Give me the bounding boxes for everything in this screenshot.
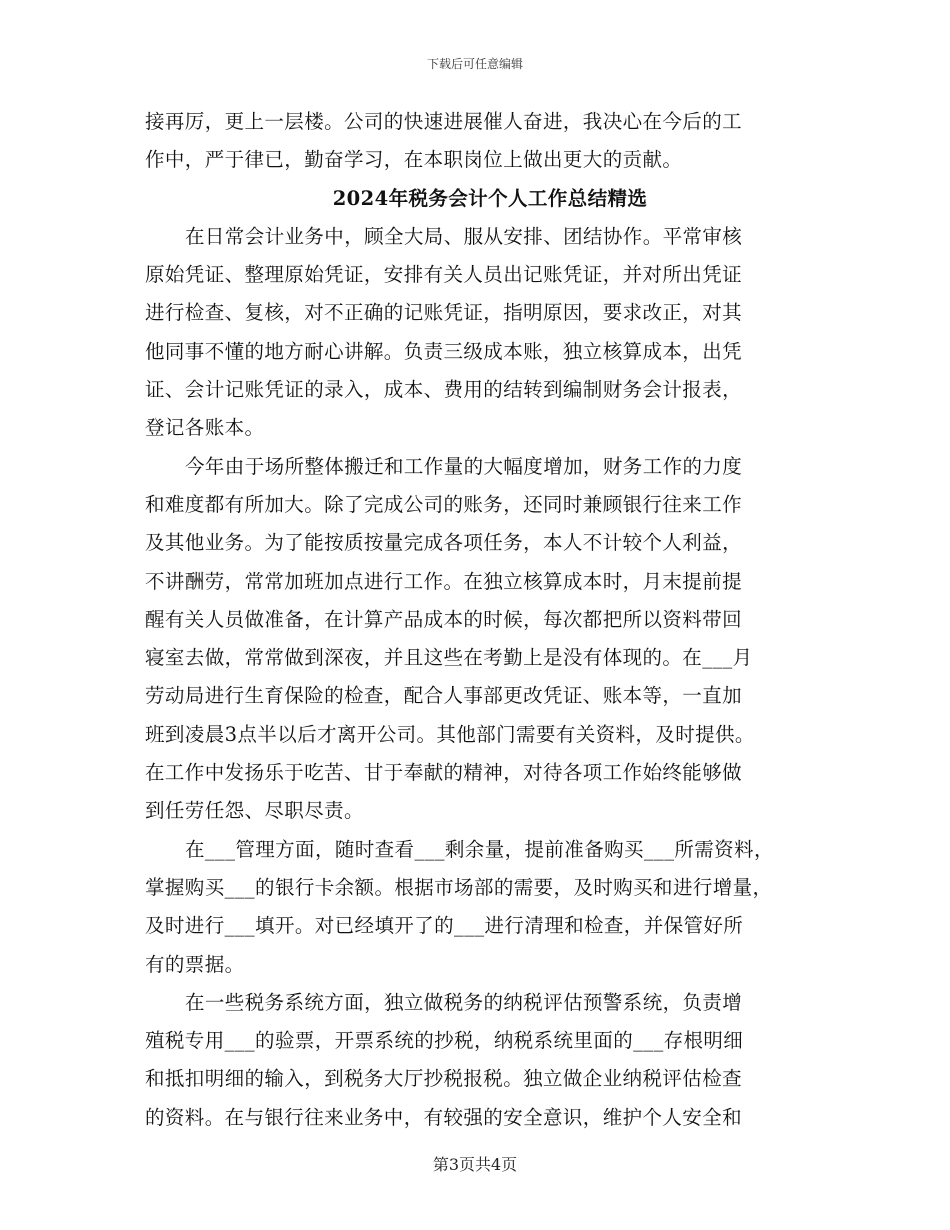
text-line: 的资料。在与银行往来业务中，有较强的安全意识，维护个人安全和	[145, 1105, 743, 1129]
section-title: 2024年税务会计个人工作总结精选	[332, 186, 648, 210]
text-line: 寝室去做，常常做到深夜，并且这些在考勤上是没有体现的。在___月	[145, 646, 753, 670]
text-line: 有的票据。	[145, 952, 245, 976]
text-line: 登记各账本。	[145, 416, 265, 440]
text-line: 证、会计记账凭证的录入，成本、费用的结转到编制财务会计报表，	[145, 378, 743, 402]
text-line: 在一些税务系统方面，独立做税务的纳税评估预警系统，负责增	[185, 990, 743, 1014]
text-line: 醒有关人员做准备，在计算产品成本的时候，每次都把所以资料带回	[145, 607, 743, 631]
text-line: 接再厉，更上一层楼。公司的快速进展催人奋进，我决心在今后的工	[145, 110, 743, 133]
text-line: 到任劳任怨、尽职尽责。	[145, 799, 364, 823]
text-line: 劳动局进行生育保险的检查，配合人事部更改凭证、账本等，一直加	[145, 684, 743, 708]
text-line: 今年由于场所整体搬迁和工作量的大幅度增加，财务工作的力度	[185, 454, 743, 478]
text-line: 在___管理方面，随时查看___剩余量，提前准备购买___所需资料，	[185, 837, 774, 861]
text-line: 在工作中发扬乐于吃苦、甘于奉献的精神，对待各项工作始终能够做	[145, 761, 743, 785]
text-line: 掌握购买___的银行卡余额。根据市场部的需要，及时购买和进行增量，	[145, 875, 773, 899]
text-line: 他同事不懂的地方耐心讲解。负责三级成本账，独立核算成本，出凭	[145, 339, 743, 363]
text-line: 及时进行___填开。对已经填开了的___进行清理和检查，并保管好所	[145, 914, 744, 938]
text-line: 原始凭证、整理原始凭证，安排有关人员出记账凭证，并对所出凭证	[145, 263, 743, 287]
text-line: 作中，严于律已，勤奋学习，在本职岗位上做出更大的贡献。	[145, 148, 683, 172]
text-line: 不讲酬劳，常常加班加点进行工作。在独立核算成本时，月末提前提	[145, 569, 743, 593]
text-line: 和抵扣明细的输入，到税务大厅抄税报税。独立做企业纳税评估检查	[145, 1067, 743, 1091]
page-footer: 第3页共4页	[432, 1155, 518, 1174]
text-line: 和难度都有所加大。除了完成公司的账务，还同时兼顾银行往来工作	[145, 492, 743, 516]
text-line: 进行检查、复核，对不正确的记账凭证，指明原因，要求改正，对其	[145, 301, 743, 325]
text-line: 班到凌晨3点半以后才离开公司。其他部门需要有关资料，及时提供。	[145, 722, 755, 746]
text-line: 殖税专用___的验票，开票系统的抄税，纳税系统里面的___存根明细	[145, 1029, 744, 1053]
document-body	[145, 103, 805, 1137]
text-line: 及其他业务。为了能按质按量完成各项任务，本人不计较个人利益，	[145, 531, 743, 555]
page-header: 下载后可任意编辑	[426, 57, 523, 71]
text-line: 在日常会计业务中，顾全大局、服从安排、团结协作。平常审核	[185, 224, 743, 248]
